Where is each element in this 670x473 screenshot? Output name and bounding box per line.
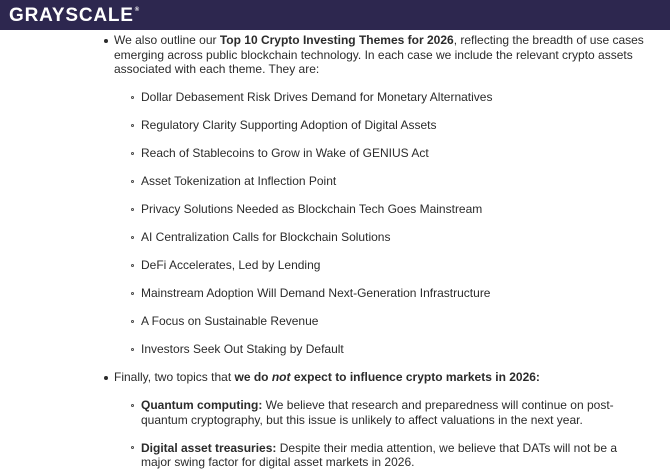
sub-bullet-item (103, 258, 649, 273)
bullet-circle-icon (131, 292, 134, 295)
bullet-circle-icon (131, 348, 134, 351)
paragraph-text: Digital asset treasuries: Despite their media attention, we believe that DATs will not be a major swing factor for digital asset markets in 2026. (141, 440, 618, 469)
paragraph-text: Asset Tokenization at Inflection Point (141, 174, 337, 188)
paragraph-text: Privacy Solutions Needed as Blockchain Tech Goes Mainstream (141, 202, 483, 216)
sub-bullet-item (103, 441, 649, 470)
paragraph-text: Quantum computing: We believe that research and preparedness will continue on post-quantum cryptography, but this issue is unlikely to affect valuations in the next year. (141, 398, 614, 427)
sub-bullet-item (103, 174, 649, 189)
paragraph-text: Finally, two topics that we do not expect to influence crypto markets in 2026: (114, 370, 540, 384)
paragraph-text: Reach of Stablecoins to Grow in Wake of GENIUS Act (141, 146, 429, 160)
sub-bullet-item (103, 118, 649, 133)
bullet-item (103, 33, 649, 77)
bullet-circle-icon (131, 320, 134, 323)
paragraph-text: Mainstream Adoption Will Demand Next-Generation Infrastructure (141, 286, 491, 300)
paragraph-text: Regulatory Clarity Supporting Adoption of Digital Assets (141, 118, 437, 132)
bullet-dot-icon (104, 376, 108, 380)
paragraph-text: Investors Seek Out Staking by Default (141, 342, 344, 356)
sub-bullet-item (103, 314, 649, 329)
sub-bullet-item (103, 286, 649, 301)
sub-bullet-item (103, 146, 649, 161)
bullet-item (103, 370, 649, 385)
sub-bullet-item (103, 230, 649, 245)
document-body (103, 33, 649, 473)
paragraph-text: DeFi Accelerates, Led by Lending (141, 258, 321, 272)
paragraph-text: We also outline our Top 10 Crypto Investing Themes for 2026, reflecting the breadth of use cases emerging across public blockchain technology. In each case we include the relevant crypto assets associated with each theme. They are: (114, 33, 644, 76)
bullet-circle-icon (131, 236, 134, 239)
sub-bullet-item (103, 342, 649, 357)
header-bar (0, 0, 670, 30)
bullet-circle-icon (131, 96, 134, 99)
bullet-circle-icon (131, 264, 134, 267)
bullet-circle-icon (131, 180, 134, 183)
sub-bullet-item (103, 202, 649, 217)
paragraph-text: A Focus on Sustainable Revenue (141, 314, 319, 328)
bullet-circle-icon (131, 446, 134, 449)
paragraph-text: Dollar Debasement Risk Drives Demand for Monetary Alternatives (141, 90, 493, 104)
bullet-circle-icon (131, 124, 134, 127)
sub-bullet-item (103, 90, 649, 105)
logo-text: GRAYSCALE (9, 4, 134, 26)
bullet-circle-icon (131, 404, 134, 407)
bullet-circle-icon (131, 208, 134, 211)
paragraph-text: AI Centralization Calls for Blockchain Solutions (141, 230, 391, 244)
bullet-dot-icon (104, 39, 108, 43)
grayscale-logo[interactable] (9, 6, 139, 25)
bullet-circle-icon (131, 152, 134, 155)
trademark-symbol: ® (134, 6, 140, 13)
sub-bullet-item (103, 398, 649, 427)
